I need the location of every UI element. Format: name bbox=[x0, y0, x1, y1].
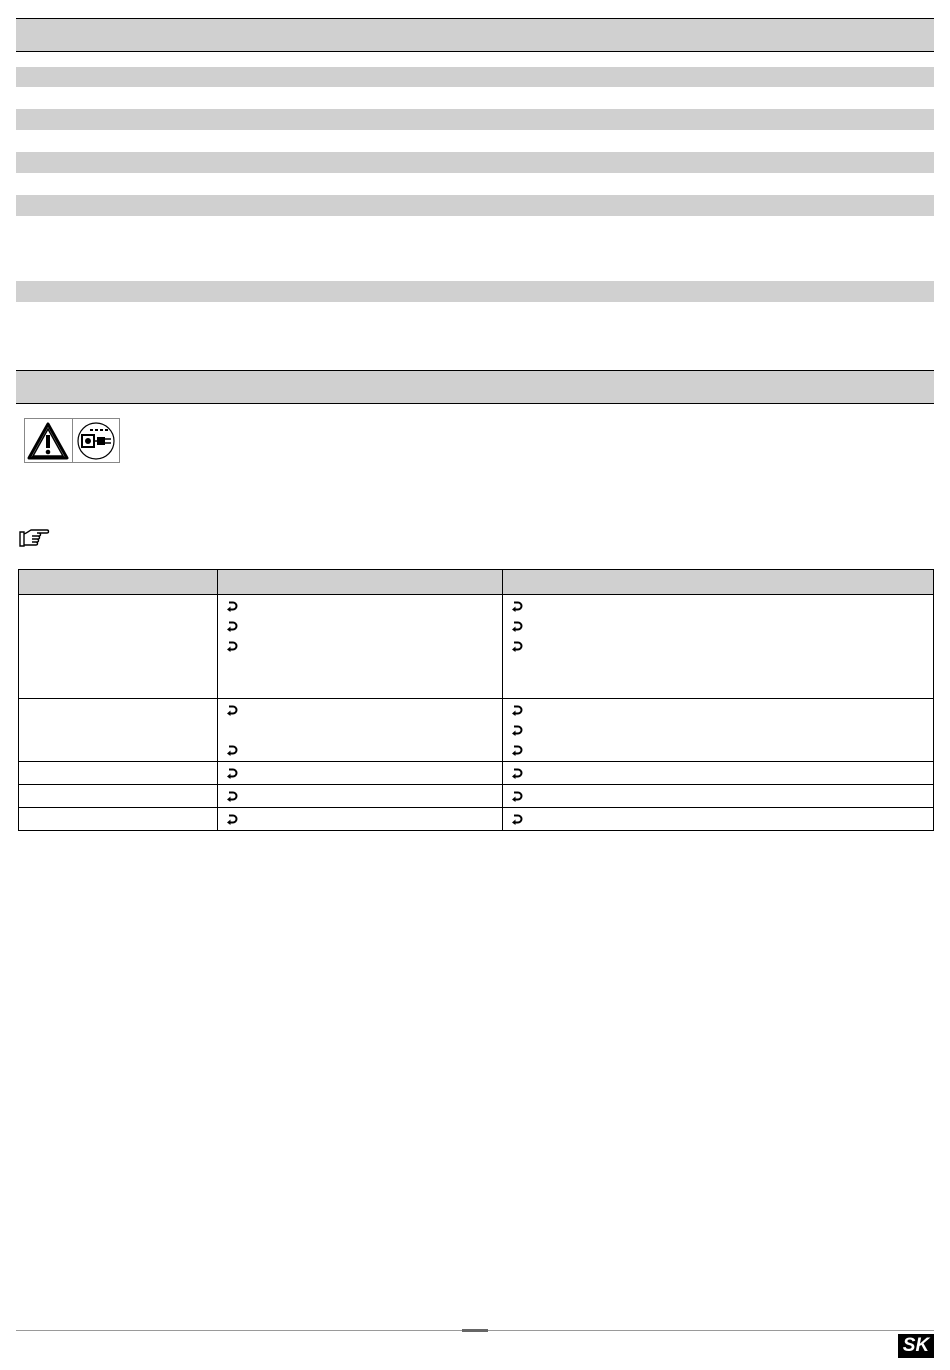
language-badge: SK bbox=[898, 1334, 934, 1358]
arrow-bullet-icon bbox=[218, 597, 502, 617]
arrow-bullet-icon bbox=[218, 810, 502, 830]
subsection-band-3 bbox=[16, 152, 934, 173]
section-header-2 bbox=[16, 370, 934, 404]
subsection-band-5 bbox=[16, 281, 934, 302]
safety-icons bbox=[24, 418, 120, 463]
page-number-mark bbox=[462, 1329, 488, 1332]
table-row bbox=[19, 595, 934, 699]
arrow-bullet-icon bbox=[218, 637, 502, 657]
fault-cell bbox=[19, 595, 218, 699]
cause-cell bbox=[218, 785, 503, 808]
column-header-remedy bbox=[503, 570, 934, 595]
pointing-hand-icon bbox=[18, 527, 50, 549]
subsection-band-2 bbox=[16, 109, 934, 130]
cause-cell bbox=[218, 762, 503, 785]
subsection-band-1 bbox=[16, 67, 934, 87]
arrow-bullet-icon bbox=[503, 637, 933, 657]
warning-triangle-icon bbox=[25, 419, 72, 462]
cause-cell bbox=[218, 808, 503, 831]
cause-cell bbox=[218, 699, 503, 762]
remedy-cell bbox=[503, 762, 934, 785]
arrow-bullet-icon bbox=[503, 764, 933, 784]
arrow-bullet-icon bbox=[503, 617, 933, 637]
table-row bbox=[19, 785, 934, 808]
arrow-bullet-icon bbox=[503, 701, 933, 721]
arrow-bullet-icon bbox=[218, 617, 502, 637]
table-header-row bbox=[19, 570, 934, 595]
fault-cell bbox=[19, 785, 218, 808]
fault-cell bbox=[19, 699, 218, 762]
fault-cell bbox=[19, 762, 218, 785]
table-row bbox=[19, 699, 934, 762]
column-header-cause bbox=[218, 570, 503, 595]
table-row bbox=[19, 762, 934, 785]
remedy-cell bbox=[503, 595, 934, 699]
cause-cell bbox=[218, 595, 503, 699]
remedy-cell bbox=[503, 808, 934, 831]
troubleshooting-table bbox=[18, 569, 934, 831]
arrow-bullet-icon bbox=[218, 701, 502, 721]
arrow-bullet-icon bbox=[218, 787, 502, 807]
fault-cell bbox=[19, 808, 218, 831]
arrow-bullet-icon bbox=[503, 597, 933, 617]
section-header-1 bbox=[16, 18, 934, 52]
remedy-cell bbox=[503, 785, 934, 808]
table-row bbox=[19, 808, 934, 831]
arrow-bullet-icon bbox=[218, 741, 502, 761]
arrow-bullet-icon bbox=[503, 721, 933, 741]
column-header-fault bbox=[19, 570, 218, 595]
arrow-bullet-icon bbox=[503, 741, 933, 761]
subsection-band-4 bbox=[16, 195, 934, 216]
unplug-mains-icon bbox=[72, 419, 120, 462]
arrow-bullet-icon bbox=[218, 764, 502, 784]
arrow-bullet-icon bbox=[503, 787, 933, 807]
arrow-bullet-icon bbox=[503, 810, 933, 830]
remedy-cell bbox=[503, 699, 934, 762]
